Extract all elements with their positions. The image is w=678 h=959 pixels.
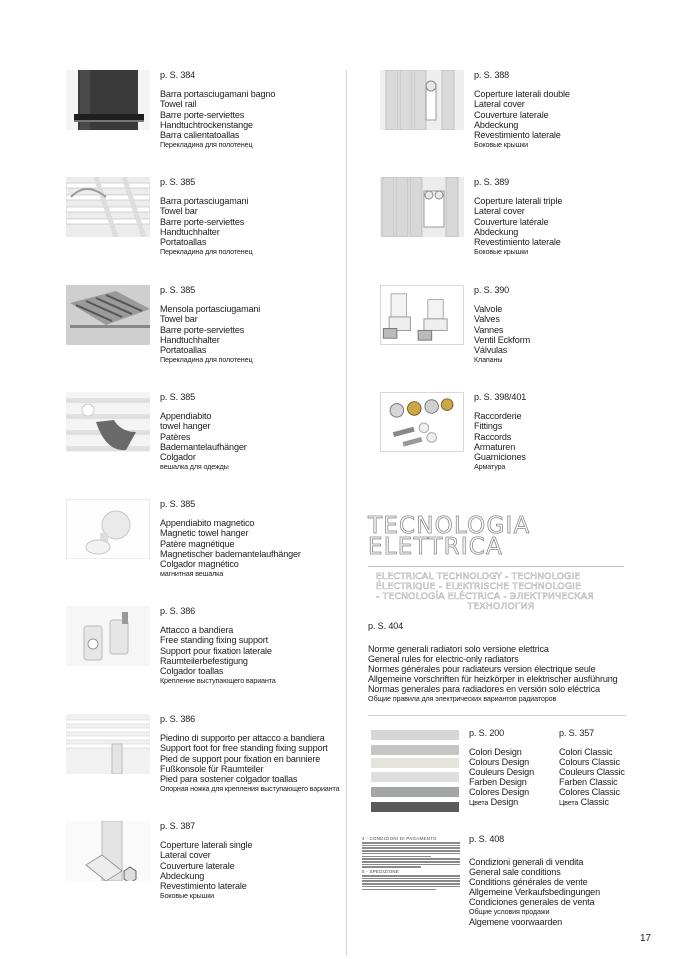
color-swatch — [371, 787, 459, 797]
item-line: Guarniciones — [474, 452, 526, 463]
item-line: Abdeckung — [474, 226, 519, 237]
page-ref: p. S. 387 — [160, 821, 196, 831]
thumb-heading: 4 - CONDIZIONI DI PAGAMENTO — [362, 836, 437, 841]
item-line-ru: вешалка для одежды — [160, 462, 229, 472]
item-line: Barra portasciugamani — [160, 196, 249, 207]
page-ref: p. S. 388 — [474, 70, 510, 80]
item-line: Colours Classic — [559, 757, 620, 767]
left-entry-1 — [160, 70, 275, 150]
item-line: Mensola portasciugamani — [160, 304, 261, 315]
side-cover-double-photo — [380, 70, 464, 130]
item-line: Revestimiento laterale — [474, 130, 561, 141]
section-title — [368, 513, 531, 560]
item-line: Condiciones generales de venta — [469, 897, 595, 907]
towel-shelf-photo — [66, 285, 150, 345]
item-line: Algemene voorwaarden — [469, 917, 563, 927]
page-ref: p. S. 385 — [160, 177, 196, 187]
page-ref: p. S. 386 — [160, 714, 196, 724]
item-line-ru: Общие правила для электрических вариантов радиаторов — [368, 694, 557, 703]
item-line: Coperture laterali double — [474, 89, 570, 100]
item-line: Raccorderie — [474, 411, 522, 422]
item-line: Couleurs Design — [469, 767, 534, 777]
right-entry-1 — [474, 70, 570, 150]
item-line: Piedino di supporto per attacco a bandiera — [160, 733, 325, 744]
item-line-ru: Боковые крышки — [474, 140, 529, 150]
left-entry-6 — [160, 606, 276, 686]
page-ref: p. S. 404 — [368, 621, 404, 631]
item-line: Appendiabito — [160, 411, 212, 422]
item-line: Magnetischer bademantelaufhänger — [160, 548, 301, 559]
color-swatch — [371, 772, 459, 782]
conditions-document-thumb — [362, 836, 460, 922]
item-line: Lateral cover — [160, 850, 211, 861]
item-line: Ventil Eckform — [474, 334, 531, 345]
item-line: Colori Design — [469, 747, 522, 757]
item-line: Farben Design — [469, 777, 527, 787]
right-entry-3 — [474, 285, 530, 365]
conditions-block — [469, 834, 600, 927]
item-line: towel hanger — [160, 421, 211, 432]
section-title-line: ELETTRICA — [368, 534, 503, 560]
item-line: Barra calientatoallas — [160, 130, 240, 141]
item-line: Handtuchhalter — [160, 334, 220, 345]
color-swatch — [371, 745, 459, 755]
page-ref: p. S. 357 — [559, 728, 595, 738]
page-ref: p. S. 390 — [474, 285, 510, 295]
subtitle-line: ÉLECTRIQUE - ELEKTRISCHE TECHNOLOGIE — [376, 581, 582, 592]
item-line: Revestimiento laterale — [160, 881, 247, 892]
left-entry-8 — [160, 821, 252, 901]
thumb-heading: 5 - SPEDIZIONE — [362, 868, 400, 874]
page-ref: p. S. 384 — [160, 70, 196, 80]
support-foot-photo — [66, 714, 150, 774]
item-line: Barra portasciugamani bagno — [160, 89, 276, 100]
item-line-ru: Боковые крышки — [160, 891, 215, 901]
item-line: Magnetic towel hanger — [160, 528, 249, 539]
item-line: Valves — [474, 314, 500, 325]
item-line-ru: Перекладина для полотенец — [160, 247, 253, 257]
item-line: Towel bar — [160, 206, 198, 217]
page-ref: p. S. 385 — [160, 392, 196, 402]
item-line: Colores Classic — [559, 787, 620, 797]
colors-design-block — [469, 728, 534, 808]
color-swatch — [371, 802, 459, 812]
colors-classic-block — [559, 728, 625, 808]
item-line: Classic — [580, 797, 609, 807]
side-cover-single-photo — [66, 821, 150, 881]
page-ref: p. S. 408 — [469, 834, 505, 844]
item-line: Barre porte-serviettes — [160, 109, 245, 120]
left-entry-7 — [160, 714, 339, 794]
item-line: Condizioni generali di vendita — [469, 857, 584, 867]
coat-hook-photo — [66, 392, 150, 452]
item-line: General rules for electric-only radiators — [368, 654, 519, 664]
item-line: Colgador — [160, 452, 196, 463]
item-line: Normas generales para radiadores en versión solo eléctrica — [368, 684, 600, 694]
item-line: Raccords — [474, 431, 512, 442]
item-line: Abdeckung — [474, 119, 519, 130]
item-line: Design — [490, 797, 519, 807]
item-line: Valvole — [474, 304, 503, 315]
item-line: Normes générales pour radiateurs version électrique seule — [368, 664, 596, 674]
column-divider — [346, 70, 347, 956]
electric-rules-block — [368, 621, 618, 704]
item-line: Colgador magnético — [160, 559, 239, 570]
item-line-ru: Клапаны — [474, 355, 503, 365]
item-line: Free standing fixing support — [160, 635, 269, 646]
item-line-ru: Опорная ножка для крепления выступающего варианта — [160, 784, 340, 794]
page-ref: p. S. 385 — [160, 285, 196, 295]
left-entry-5 — [160, 499, 301, 579]
item-line: Vannes — [474, 324, 504, 335]
item-line: Handtuchhalter — [160, 226, 220, 237]
item-line: Colores Design — [469, 787, 530, 797]
section-subtitle — [376, 572, 626, 612]
item-line: Couverture laterale — [474, 109, 549, 120]
item-line: Bademantelaufhänger — [160, 441, 247, 452]
item-line: Pied para sostener colgador toallas — [160, 774, 298, 785]
title-divider — [368, 566, 624, 567]
item-line: Lateral cover — [474, 99, 525, 110]
subtitle-line: ELECTRICAL TECHNOLOGY - TECHNOLOGIE — [376, 571, 581, 582]
fittings-photo — [380, 392, 464, 452]
left-entry-2 — [160, 177, 252, 257]
item-line-ru: магнитная вешалка — [160, 569, 224, 579]
item-line: Norme generali radiatori solo versione elettrica — [368, 644, 549, 654]
section-title-line: TECNOLOGIA — [368, 513, 531, 539]
subtitle-line: ТЕХНОЛОГИЯ — [467, 601, 535, 612]
section-divider — [368, 715, 626, 716]
item-line: Raumteilerbefestigung — [160, 655, 248, 666]
page-ref: p. S. 385 — [160, 499, 196, 509]
valves-photo — [380, 285, 464, 345]
item-line: Portatoallas — [160, 345, 207, 356]
item-line-ru: Перекладина для полотенец — [160, 355, 253, 365]
fixing-support-photo — [66, 606, 150, 666]
item-line: Support foot for free standing fixing support — [160, 743, 328, 754]
item-line: Conditions générales de vente — [469, 877, 588, 887]
item-line: Abdeckung — [160, 870, 205, 881]
towel-rail-photo — [66, 70, 150, 130]
item-line-ru: Крепление выступающего варианта — [160, 676, 276, 686]
item-line: Allgemeine Verkaufsbedingungen — [469, 887, 600, 897]
item-line: Couleurs Classic — [559, 767, 625, 777]
item-line: Support pour fixation laterale — [160, 645, 272, 656]
item-line: Couverture laterale — [160, 860, 235, 871]
item-line-ru: Цвета — [469, 798, 489, 807]
page-number: 17 — [640, 933, 652, 944]
item-line-ru: Общие условия продажи — [469, 907, 550, 916]
right-entry-4 — [474, 392, 526, 472]
left-entry-3 — [160, 285, 260, 365]
item-line: Coperture laterali triple — [474, 196, 563, 207]
side-cover-triple-photo — [380, 177, 464, 237]
right-entry-2 — [474, 177, 562, 257]
item-line-ru: Боковые крышки — [474, 247, 529, 257]
item-line-ru: Арматура — [474, 462, 506, 472]
item-line: Lateral cover — [474, 206, 525, 217]
color-swatch — [371, 758, 459, 768]
item-line: Revestimiento laterale — [474, 237, 561, 248]
item-line: General sale conditions — [469, 867, 561, 877]
page-ref: p. S. 200 — [469, 728, 505, 738]
item-line: Handtuchtrockenstange — [160, 119, 253, 130]
item-line: Couverture latérale — [474, 216, 549, 227]
item-line: Farben Classic — [559, 777, 618, 787]
item-line: Colours Design — [469, 757, 530, 767]
page-ref: p. S. 398/401 — [474, 392, 527, 402]
item-line: Appendiabito magnetico — [160, 518, 255, 529]
item-line: Válvulas — [474, 345, 508, 356]
item-line: Armaturen — [474, 441, 516, 452]
item-line-ru: Цвета — [559, 798, 579, 807]
left-entry-4 — [160, 392, 247, 472]
item-line: Allgemeine vorschriften für heizkörper in elektrischer ausführung — [368, 674, 618, 684]
page-ref: p. S. 389 — [474, 177, 510, 187]
item-line: Attacco a bandiera — [160, 625, 234, 636]
item-line: Colgador toallas — [160, 666, 224, 677]
item-line: Colori Classic — [559, 747, 613, 757]
subtitle-line: - TECNOLOGÍA ELÉCTRICA - ЭЛЕКТРИЧЕСКАЯ — [376, 591, 594, 602]
item-line: Towel bar — [160, 314, 198, 325]
item-line: Barre porte-serviettes — [160, 216, 245, 227]
item-line-ru: Перекладина для полотенец — [160, 140, 253, 150]
magnetic-hook-photo — [66, 499, 150, 559]
item-line: Patères — [160, 431, 191, 442]
item-line: Portatoallas — [160, 237, 207, 248]
color-swatch — [371, 730, 459, 740]
item-line: Fittings — [474, 421, 503, 432]
item-line: Fußkonsole für Raumteiler — [160, 763, 264, 774]
towel-bar-photo — [66, 177, 150, 237]
item-line: Towel rail — [160, 99, 197, 110]
item-line: Pied de support pour fixation en banniere — [160, 753, 321, 764]
item-line: Coperture laterali single — [160, 840, 253, 851]
page-ref: p. S. 386 — [160, 606, 196, 616]
item-line: Patère magnétique — [160, 538, 235, 549]
item-line: Barre porte-serviettes — [160, 324, 245, 335]
